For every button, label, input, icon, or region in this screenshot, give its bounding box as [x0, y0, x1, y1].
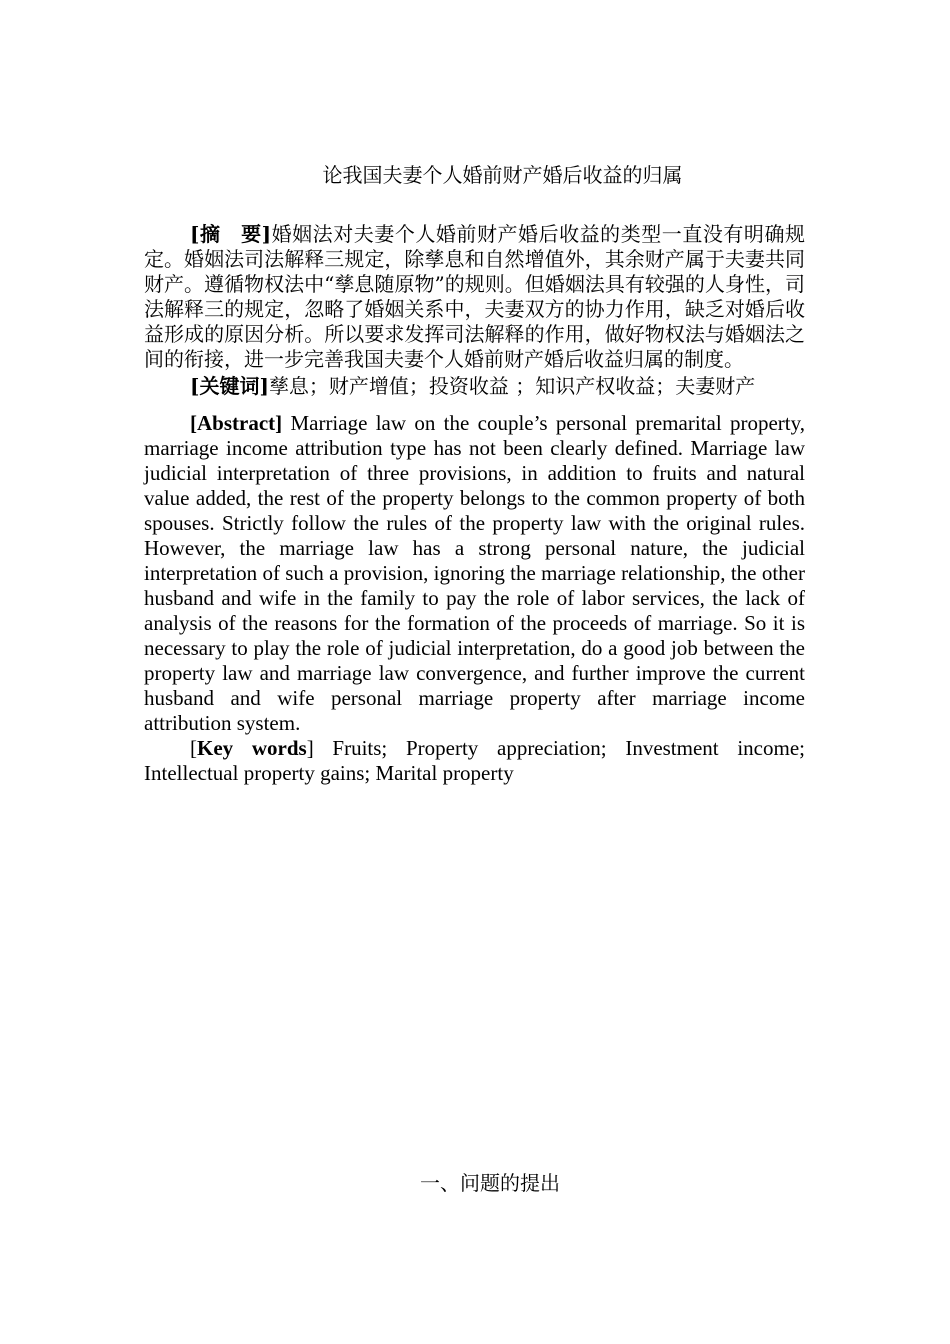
english-abstract-text: Marriage law on the couple’s personal premarital property, marriage income attribution type has not been clearly defined. Marriage law judicial interpretation of three provisions, in addition to fruits and natural value added, the rest of the property belongs to the common property of both spouses. Strictly follow the rules of the property law with the original rules. However, the marriage law has a strong personal nature, the judicial interpretation of such a provision, ignoring the marriage relationship, the other husband and wife in the family to pay the role of labor services, the lack of analysis of the reasons for the formation of the proceeds of marriage. So it is necessary to play the role of judicial interpretation, do a good job between the property law and marriage law convergence, and further improve the current husband and wife personal marriage property after marriage income attribution system. [144, 411, 805, 735]
section-heading: 一、问题的提出 [420, 1171, 560, 1195]
english-keywords [144, 736, 805, 786]
chinese-keywords-label: [关键词] [190, 374, 269, 398]
chinese-abstract [144, 222, 805, 372]
abstract-block [144, 222, 805, 786]
english-abstract [144, 411, 805, 736]
chinese-keywords [144, 374, 805, 399]
english-keywords-label: Key words [197, 736, 307, 760]
english-keywords-text: Fruits; Property appreciation; Investment income; Intellectual property gains; Marital property [144, 736, 805, 785]
chinese-abstract-label: [摘 要] [190, 222, 272, 246]
chinese-abstract-text: 婚姻法对夫妻个人婚前财产婚后收益的类型一直没有明确规定。婚姻法司法解释三规定，除孳息和自然增值外，其余财产属于夫妻共同财产。遵循物权法中“孳息随原物”的规则。但婚姻法具有较强的人身性，司法解释三的规定，忽略了婚姻关系中，夫妻双方的协力作用，缺乏对婚后收益形成的原因分析。所以要求发挥司法解释的作用，做好物权法与婚姻法之间的衔接，进一步完善我国夫妻个人婚前财产婚后收益归属的制度。 [144, 222, 805, 371]
english-keywords-close-bracket: ] [306, 736, 314, 760]
english-keywords-open-bracket: [ [190, 736, 197, 760]
paper-title: 论我国夫妻个人婚前财产婚后收益的归属 [322, 163, 683, 187]
english-abstract-label: [Abstract] [190, 411, 283, 435]
chinese-keywords-text: 孳息；财产增值；投资收益 ；知识产权收益；夫妻财产 [268, 374, 756, 398]
